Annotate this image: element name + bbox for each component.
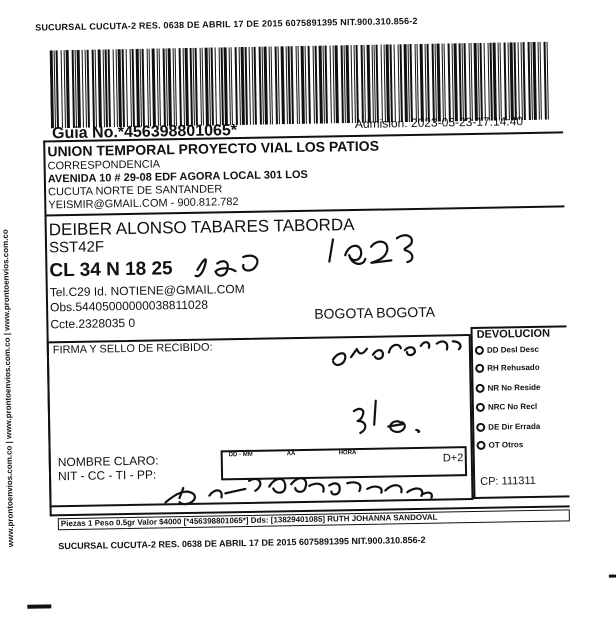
guia-number: Guia No.*456398801065* [51,122,238,143]
name-label: NOMBRE CLARO: [57,453,159,470]
sender-type: CORRESPONDENCIA [47,158,161,173]
signature-label: FIRMA Y SELLO DE RECIBIDO: [52,341,213,357]
return-option[interactable]: RH Rehusado [475,363,540,373]
return-option[interactable]: DE Dir Errada [476,422,540,432]
recipient-ccte: Ccte.2328035 0 [50,315,136,332]
recipient-name: DEIBER ALONSO TABARES TABORDA [48,215,355,240]
side-website-text: www.prontoenvios.com.co | www.prontoenvios.com.co | www.prontoenvios.com.co [0,229,16,548]
returns-title: DEVOLUCION [476,327,551,341]
scan-mark [27,604,51,608]
hour-label: HORA [338,450,357,457]
recipient-code: SST42F [48,238,105,257]
return-option[interactable]: OT Otros [476,440,523,450]
id-label: NIT - CC - TI - PP: [57,467,157,484]
return-option[interactable]: DD Desl Desc [475,345,539,355]
sender-contact: YEISMIR@GMAIL.COM - 900.812.782 [48,196,239,212]
scan-mark [609,574,616,577]
sender-address: AVENIDA 10 # 29-08 EDF AGORA LOCAL 301 LOS [47,168,308,186]
recipient-obs: Obs.54405000000038811028 [49,297,209,315]
header-top: SUCURSAL CUCUTA-2 RES. 0638 DE ABRIL 17 DE 2015 6075891395 NIT.900.310.856-2 [35,15,418,33]
postal-code: CP: 111311 [480,474,536,488]
handwritten-signature-scribble [165,476,432,505]
sender-name: UNION TEMPORAL PROYECTO VIAL LOS PATIOS [47,137,380,160]
recipient-city: BOGOTA BOGOTA [314,303,436,322]
admision-date: Admision: 2023-05-23-17:14:40 [354,114,524,132]
recipient-tel: Tel.C29 Id. NOTIENE@GMAIL.COM [49,281,245,300]
handwritten-name-scribble [333,341,461,365]
handwritten-address-scribble [195,235,413,276]
date-label: DD - MM [228,451,253,459]
header-bottom: SUCURSAL CUCUTA-2 RES. 0638 DE ABRIL 17 DE 2015 6075891395 NIT.900.310.856-2 [58,534,426,552]
return-option[interactable]: NR No Reside [475,383,540,393]
footer-line: Piezas 1 Peso 0.5gr Valor $4000 [*456398801065*] Dds: [13829401085] RUTH JOHANNA SANDOVAL [58,509,570,530]
delivery-term: D+2 [442,452,464,465]
return-option[interactable]: NRC No Recl [476,402,537,412]
year-label: AA [286,451,296,458]
sender-city: CUCUTA NORTE DE SANTANDER [47,183,223,199]
handwritten-number-scribble [354,400,419,433]
recipient-address: CL 34 N 18 25 [49,258,173,282]
